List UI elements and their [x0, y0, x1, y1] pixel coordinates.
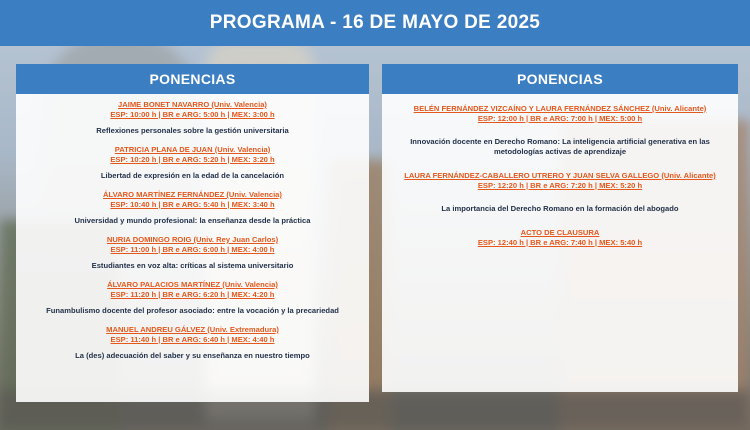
talk-title-line-2: metodologías activas de aprendizaje	[493, 147, 627, 156]
talk-speaker[interactable]: ÁLVARO PALACIOS MARTÍNEZ (Univ. Valencia)	[107, 280, 278, 289]
talk-title: Universidad y mundo profesional: la enseñanza desde la práctica	[74, 216, 311, 225]
talks-panel-left	[16, 64, 369, 402]
talk-speaker[interactable]: BELÉN FERNÁNDEZ VIZCAÍNO Y LAURA FERNÁNDEZ SÁNCHEZ (Univ. Alicante)	[413, 104, 707, 113]
talk-item	[24, 100, 361, 136]
talk-speaker[interactable]: JAIME BONET NAVARRO (Univ. Valencia)	[118, 100, 267, 109]
talk-item	[24, 325, 361, 361]
talk-time[interactable]: ESP: 12:20 h | BR e ARG: 7:20 h | MEX: 5:20 h	[477, 181, 643, 190]
talk-time[interactable]: ESP: 11:40 h | BR e ARG: 6:40 h | MEX: 4:40 h	[110, 335, 275, 344]
talk-time[interactable]: ESP: 11:20 h | BR e ARG: 6:20 h | MEX: 4:20 h	[110, 290, 275, 299]
talk-item	[24, 145, 361, 181]
talk-item	[24, 190, 361, 226]
talk-speaker[interactable]: NURIA DOMINGO ROIG (Univ. Rey Juan Carlos)	[106, 235, 279, 244]
talk-title: Reflexiones personales sobre la gestión universitaria	[96, 126, 289, 135]
program-banner	[0, 0, 750, 46]
talk-title: Estudiantes en voz alta: críticas al sistema universitario	[91, 261, 294, 270]
program-title: PROGRAMA - 16 DE MAYO DE 2025	[209, 12, 541, 33]
talk-speaker[interactable]: LAURA FERNÁNDEZ-CABALLERO UTRERO Y JUAN SELVA GALLEGO (Univ. Alicante)	[404, 171, 716, 180]
panel-header-right	[382, 64, 738, 94]
talk-title: La (des) adecuación del saber y su enseñanza en nuestro tiempo	[75, 351, 310, 360]
talk-title-line-1: Innovación docente en Derecho Romano: La inteligencia artificial generativa en las	[410, 137, 710, 146]
talk-title: Funambulismo docente del profesor asociado: entre la vocación y la precariedad	[46, 306, 339, 315]
panel-header-label: PONENCIAS	[517, 71, 603, 87]
talk-speaker[interactable]: ÁLVARO MARTÍNEZ FERNÁNDEZ (Univ. Valencia)	[103, 190, 282, 199]
closing-time[interactable]: ESP: 12:40 h | BR e ARG: 7:40 h | MEX: 5:40 h	[477, 238, 643, 247]
talk-speaker[interactable]: MANUEL ANDREU GÁLVEZ (Univ. Extremadura)	[106, 325, 279, 334]
talks-list-left	[16, 94, 369, 361]
talk-speaker[interactable]: PATRICIA PLANA DE JUAN (Univ. Valencia)	[114, 145, 271, 154]
talk-time[interactable]: ESP: 12:00 h | BR e ARG: 7:00 h | MEX: 5:00 h	[477, 114, 643, 123]
talk-time[interactable]: ESP: 10:40 h | BR e ARG: 5:40 h | MEX: 3:40 h	[110, 200, 275, 209]
panel-header-label: PONENCIAS	[149, 71, 236, 87]
talk-item	[24, 280, 361, 316]
talk-item	[24, 235, 361, 271]
talk-time[interactable]: ESP: 10:00 h | BR e ARG: 5:00 h | MEX: 3:00 h	[110, 110, 275, 119]
talk-time[interactable]: ESP: 11:00 h | BR e ARG: 6:00 h | MEX: 4:00 h	[110, 245, 275, 254]
talk-title: Libertad de expresión en la edad de la cancelación	[100, 171, 285, 180]
talk-item	[390, 104, 730, 157]
talk-title: La importancia del Derecho Romano en la formación del abogado	[441, 204, 679, 213]
talk-item	[390, 171, 730, 214]
closing-item	[390, 228, 730, 248]
talks-list-right	[382, 94, 738, 248]
panel-header-left	[16, 64, 369, 94]
talk-time[interactable]: ESP: 10:20 h | BR e ARG: 5:20 h | MEX: 3:20 h	[110, 155, 275, 164]
talks-panel-right	[382, 64, 738, 392]
closing-label[interactable]: ACTO DE CLAUSURA	[520, 228, 600, 237]
